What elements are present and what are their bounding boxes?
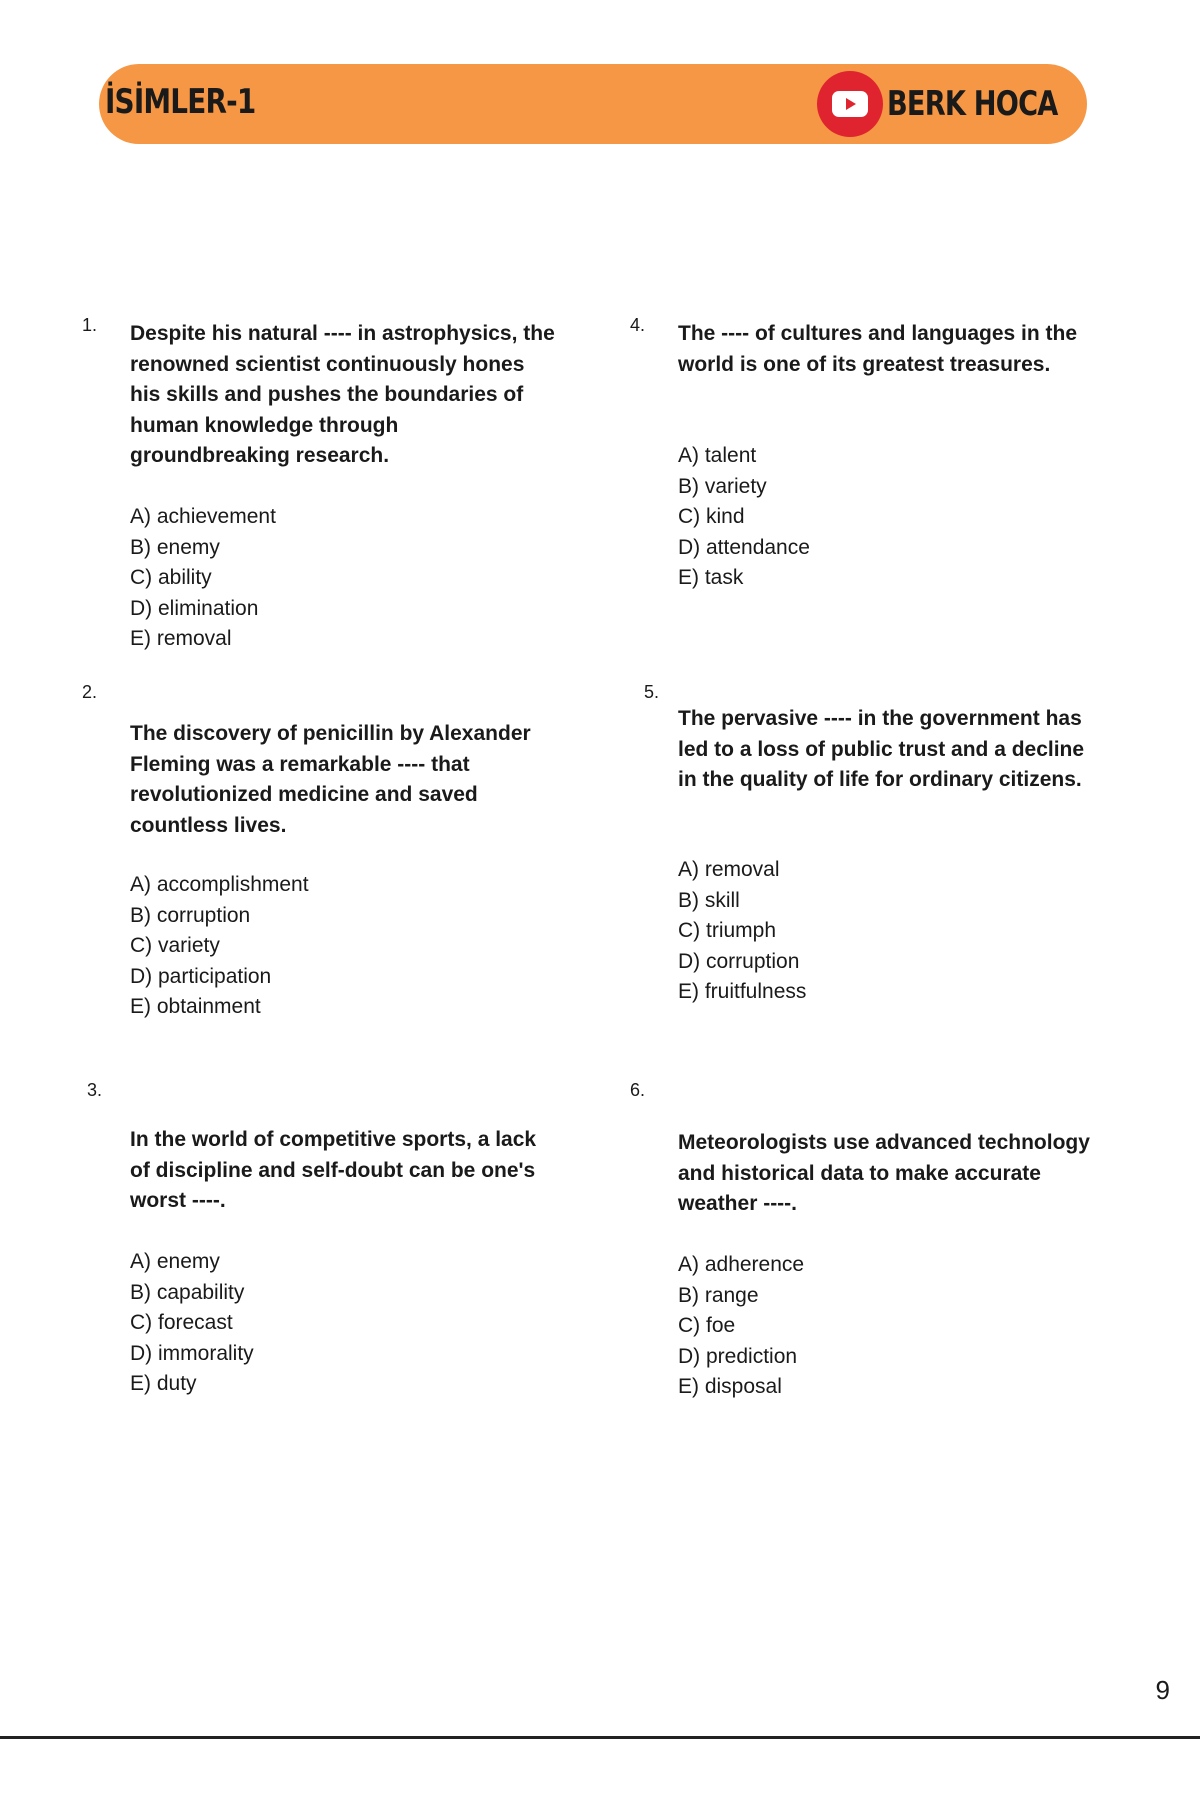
question-number: 4. — [630, 315, 646, 335]
options-list — [130, 870, 309, 1023]
option-c[interactable]: C) foe — [678, 1314, 736, 1337]
option-e[interactable]: E) fruitfulness — [678, 980, 807, 1003]
brand[interactable] — [817, 71, 1057, 137]
option-b[interactable]: B) range — [678, 1283, 759, 1307]
option-b[interactable]: B) corruption — [130, 903, 251, 927]
option-a[interactable]: A) removal — [678, 858, 780, 881]
worksheet-title: İSİMLER-1 — [105, 82, 256, 122]
option-b[interactable]: B) capability — [130, 1280, 245, 1304]
option-c[interactable]: C) kind — [678, 505, 745, 528]
option-d[interactable]: D) attendance — [678, 535, 810, 559]
option-a[interactable]: A) talent — [678, 444, 757, 467]
option-c[interactable]: C) forecast — [130, 1311, 233, 1334]
option-e[interactable]: E) obtainment — [130, 995, 261, 1018]
options-list — [130, 1247, 254, 1400]
option-e[interactable]: E) disposal — [678, 1375, 782, 1398]
question-text: In the world of competitive sports, a lack of discipline and self-doubt can be one's worst ----. — [130, 1128, 537, 1212]
option-e[interactable]: E) duty — [130, 1372, 197, 1395]
option-d[interactable]: D) elimination — [130, 596, 259, 620]
option-d[interactable]: D) prediction — [678, 1344, 798, 1368]
option-b[interactable]: B) skill — [678, 888, 740, 912]
question-number: 2. — [82, 682, 98, 702]
option-c[interactable]: C) variety — [130, 934, 220, 957]
options-list — [678, 855, 806, 1008]
option-b[interactable]: B) enemy — [130, 535, 220, 559]
youtube-play-icon[interactable] — [817, 71, 883, 137]
option-a[interactable]: A) accomplishment — [130, 873, 309, 896]
option-b[interactable]: B) variety — [678, 474, 767, 498]
option-a[interactable]: A) achievement — [130, 505, 276, 528]
question-text: The pervasive ---- in the government has led to a loss of public trust and a decline in the quality of life for ordinary citizens. — [678, 707, 1085, 791]
option-d[interactable]: D) participation — [130, 964, 272, 988]
option-e[interactable]: E) task — [678, 566, 744, 589]
footer-divider — [0, 1736, 1200, 1739]
question-number: 6. — [630, 1080, 646, 1100]
header-banner — [99, 64, 1087, 144]
option-d[interactable]: D) immorality — [130, 1341, 254, 1365]
brand-name: BERK HOCA — [887, 84, 1058, 124]
option-a[interactable]: A) adherence — [678, 1253, 805, 1276]
options-list — [678, 1250, 804, 1403]
question-number: 5. — [644, 682, 660, 702]
options-list — [678, 441, 810, 594]
question-text: Meteorologists use advanced technology and historical data to make accurate weather ----. — [678, 1131, 1090, 1215]
page-number: 9 — [1155, 1675, 1170, 1705]
option-a[interactable]: A) enemy — [130, 1250, 220, 1273]
question-number: 1. — [82, 315, 98, 335]
question-text: Despite his natural ---- in astrophysics, the renowned scientist continuously hones his skills and pushes the boundaries of human knowledge through groundbreaking research. — [130, 322, 555, 467]
question-text: The discovery of penicillin by Alexander Fleming was a remarkable ---- that revolutionized medicine and saved countless lives. — [130, 722, 531, 837]
option-e[interactable]: E) removal — [130, 627, 232, 650]
question-text: The ---- of cultures and languages in the world is one of its greatest treasures. — [678, 322, 1078, 376]
question-number: 3. — [87, 1080, 103, 1100]
option-d[interactable]: D) corruption — [678, 949, 800, 973]
option-c[interactable]: C) ability — [130, 566, 212, 589]
option-c[interactable]: C) triumph — [678, 919, 777, 942]
options-list — [130, 502, 276, 655]
